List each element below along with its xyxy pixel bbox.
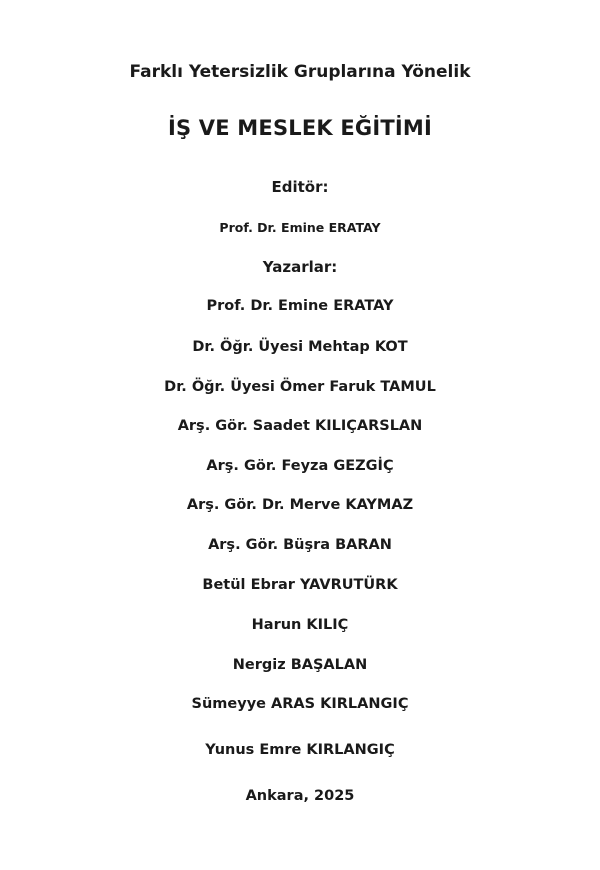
editor-label: Editör: xyxy=(271,178,329,196)
authors-label: Yazarlar: xyxy=(262,258,338,276)
author-name: Arş. Gör. Feyza GEZGİÇ xyxy=(206,458,394,474)
author-name: Arş. Gör. Dr. Merve KAYMAZ xyxy=(186,497,414,513)
author-name: Sümeyye ARAS KIRLANGIÇ xyxy=(191,696,409,712)
author-name: Harun KILIÇ xyxy=(251,617,349,633)
author-name: Betül Ebrar YAVRUTÜRK xyxy=(202,577,398,593)
author-name: Dr. Öğr. Üyesi Mehtap KOT xyxy=(192,339,408,355)
publication-place-date: Ankara, 2025 xyxy=(245,788,355,804)
author-name: Prof. Dr. Emine ERATAY xyxy=(206,298,394,314)
editor-name: Prof. Dr. Emine ERATAY xyxy=(219,220,381,235)
author-name: Dr. Öğr. Üyesi Ömer Faruk TAMUL xyxy=(164,379,436,395)
author-name: Yunus Emre KIRLANGIÇ xyxy=(205,742,395,758)
book-subtitle: Farklı Yetersizlik Gruplarına Yönelik xyxy=(129,62,471,82)
author-name: Arş. Gör. Büşra BARAN xyxy=(208,537,392,553)
book-title: İŞ VE MESLEK EĞİTİMİ xyxy=(167,116,433,140)
author-name: Arş. Gör. Saadet KILIÇARSLAN xyxy=(177,418,423,434)
author-name: Nergiz BAŞALAN xyxy=(232,657,368,673)
